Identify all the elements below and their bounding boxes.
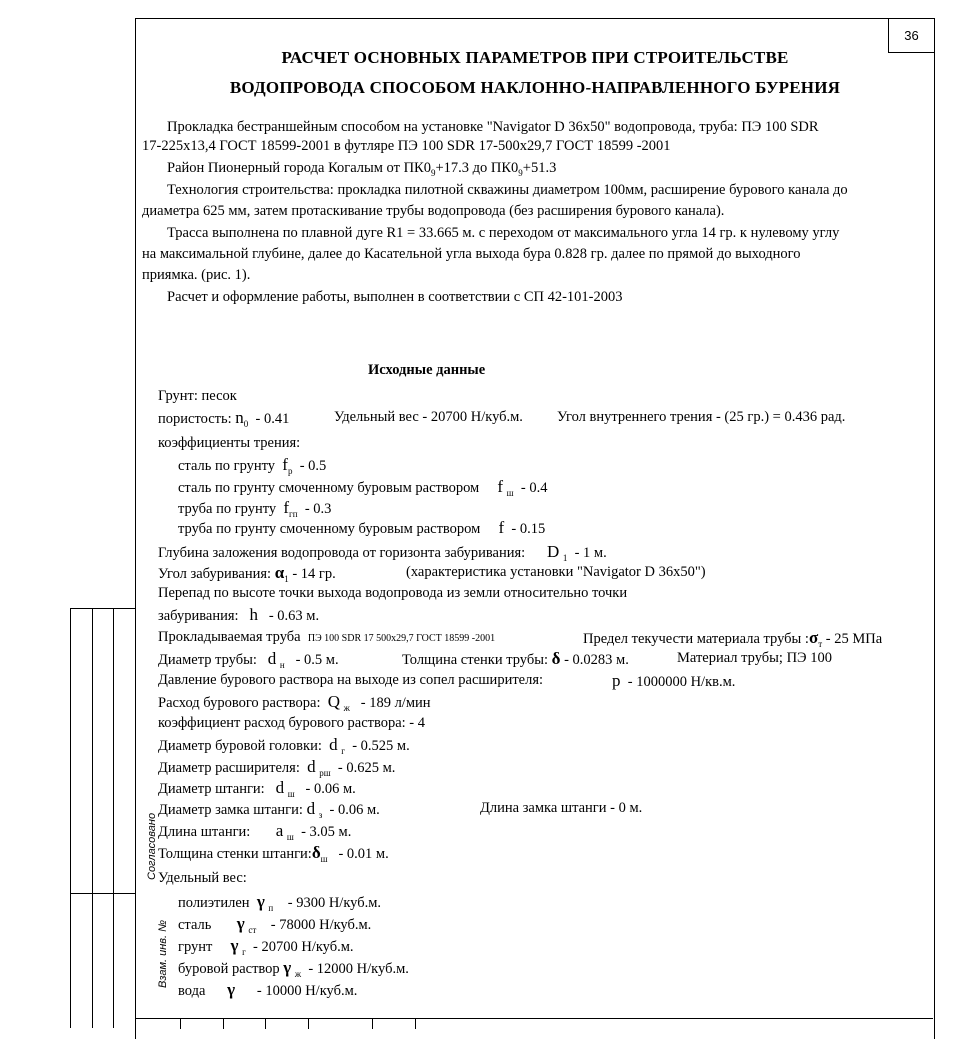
intro-p3-l1: Технология строительства: прокладка пилотной скважины диаметром 100мм, расширение бурового канала до (167, 182, 848, 198)
wall-row: Толщина стенки трубы: δ - 0.0283 м. (402, 649, 629, 668)
height-row: забуривания: h - 0.63 м. (158, 605, 320, 624)
agreed-label: Согласовано (146, 812, 158, 880)
unit-weight: Удельный вес - 20700 Н/куб.м. (334, 409, 523, 425)
diameter-row: Диаметр трубы: d $_н$ - 0.5 м. (158, 649, 339, 670)
lock-length: Длина замка штанги - 0 м. (480, 800, 643, 816)
friction-row-4: труба по грунту смоченному буровым раствором f - 0.15 (178, 518, 546, 537)
material: Материал трубы; ПЭ 100 (677, 650, 832, 666)
intro-p3-l2: диаметра 625 мм, затем протаскивание трубы водопровода (без расширения бурового канала). (142, 203, 725, 219)
soil: Грунт: песок (158, 388, 237, 404)
flow-row: Расход бурового раствора: Q $_ж$ - 189 л/мин (158, 692, 431, 713)
height-line-1: Перепад по высоте точки выхода водопровода из земли относительно точки (158, 585, 628, 601)
yield-row: Предел текучести материала трубы $:\sigma_т - 25$ МПа (583, 628, 883, 649)
reamer-row: Диаметр расширителя: d $_{рш}$ - 0.625 м. (158, 757, 396, 778)
weight-row-3: грунт γ $_г$ - 20700 Н/куб.м. (178, 936, 354, 957)
pipe-row: Прокладываемая труба ПЭ 100 SDR 17 500х29,7 ГОСТ 18599 -2001 (158, 629, 496, 645)
intro-p4-l1: Трасса выполнена по плавной дуге R1 = 33.665 м. с переходом от максимального угла 14 гр. к нулевому углу (167, 225, 840, 241)
weight-row-1: полиэтилен γ $_п$ - 9300 Н/куб.м. (178, 892, 382, 913)
inv-label: Взам. инв. № (157, 919, 169, 988)
lock-row: Диаметр замка штанги: d $_з$ - 0.06 м. (158, 799, 380, 820)
friction-row-2: сталь по грунту смоченному буровым раствором f $_ш$ - 0.4 (178, 477, 548, 498)
rod-length-row: Длина штанги: a $_ш$ - 3.05 м. (158, 821, 352, 842)
angle-row: Угол забуривания: $\alpha_1 - 14$ гр. (158, 563, 336, 584)
intro-p4-l2: на максимальной глубине, далее до Касательной угла выхода бура 0.828 гр. далее по прямой до выходного (142, 246, 801, 262)
bottom-stamp (135, 1018, 933, 1029)
intro-p4-l3: приямка. (рис. 1). (142, 267, 251, 283)
title-line-1: РАСЧЕТ ОСНОВНЫХ ПАРАМЕТРОВ ПРИ СТРОИТЕЛЬСТВЕ (281, 48, 789, 67)
specific-weight-label: Удельный вес: (158, 870, 247, 886)
angle-note: (характеристика установки "Navigator D 36х50") (406, 564, 706, 580)
rod-wall-row: Толщина стенки $штанги:\delta_ш$ - 0.01 м. (158, 843, 389, 864)
intro-p1-l2: 17-225х13,4 ГОСТ 18599-2001 в футляре ПЭ 100 SDR 17-500х29,7 ГОСТ 18599 -2001 (142, 138, 671, 154)
friction-row-1: сталь по грунту $f_р - 0.5$ (178, 455, 327, 476)
pressure-label: Давление бурового раствора на выходе из сопел расширителя: (158, 672, 544, 688)
head-row: Диаметр буровой головки: d $_г$ - 0.525 м. (158, 735, 410, 756)
side-stamp (70, 608, 169, 1028)
title-line-2: ВОДОПРОВОДА СПОСОБОМ НАКЛОННО-НАПРАВЛЕННОГО БУРЕНИЯ (229, 78, 841, 97)
page-number: 36 (888, 18, 934, 53)
pressure-value: p - 1000000 Н/кв.м. (612, 671, 736, 690)
depth-row: Глубина заложения водопровода от горизонта забуривания: D $_1$ - 1 м. (158, 542, 607, 563)
intro-p2: Район Пионерный города Когалым от $ПК0_9+17.3$ до $ПК0_9+51.3$ (167, 160, 557, 178)
rod-row: Диаметр штанги: d $_ш$ - 0.06 м. (158, 778, 356, 799)
weight-row-2: сталь γ $_{ст}$ - 78000 Н/куб.м. (178, 914, 372, 935)
weight-row-4: буровой раствор γ $_ж$ - 12000 Н/куб.м. (178, 958, 409, 979)
weight-row-5: вода γ - 10000 Н/куб.м. (178, 980, 358, 999)
friction-coef-label: коэффициенты трения: (158, 435, 301, 451)
flow-coef: коэффициент расход бурового раствора: - 4 (158, 715, 426, 731)
friction-angle: Угол внутреннего трения - (25 гр.) = 0.436 рад. (557, 409, 846, 425)
section-title: Исходные данные (368, 362, 486, 378)
intro-p5: Расчет и оформление работы, выполнен в соответствии с СП 42-101-2003 (167, 289, 623, 305)
intro-p1-l1: Прокладка бестраншейным способом на установке "Navigator D 36х50" водопровода, труба: ПЭ 100 SDR (167, 119, 819, 135)
porosity-row: пористость: $n_0 - 0.41$ (158, 408, 290, 429)
friction-row-3: труба по грунту $f_{гп} - 0.3$ (178, 498, 332, 519)
